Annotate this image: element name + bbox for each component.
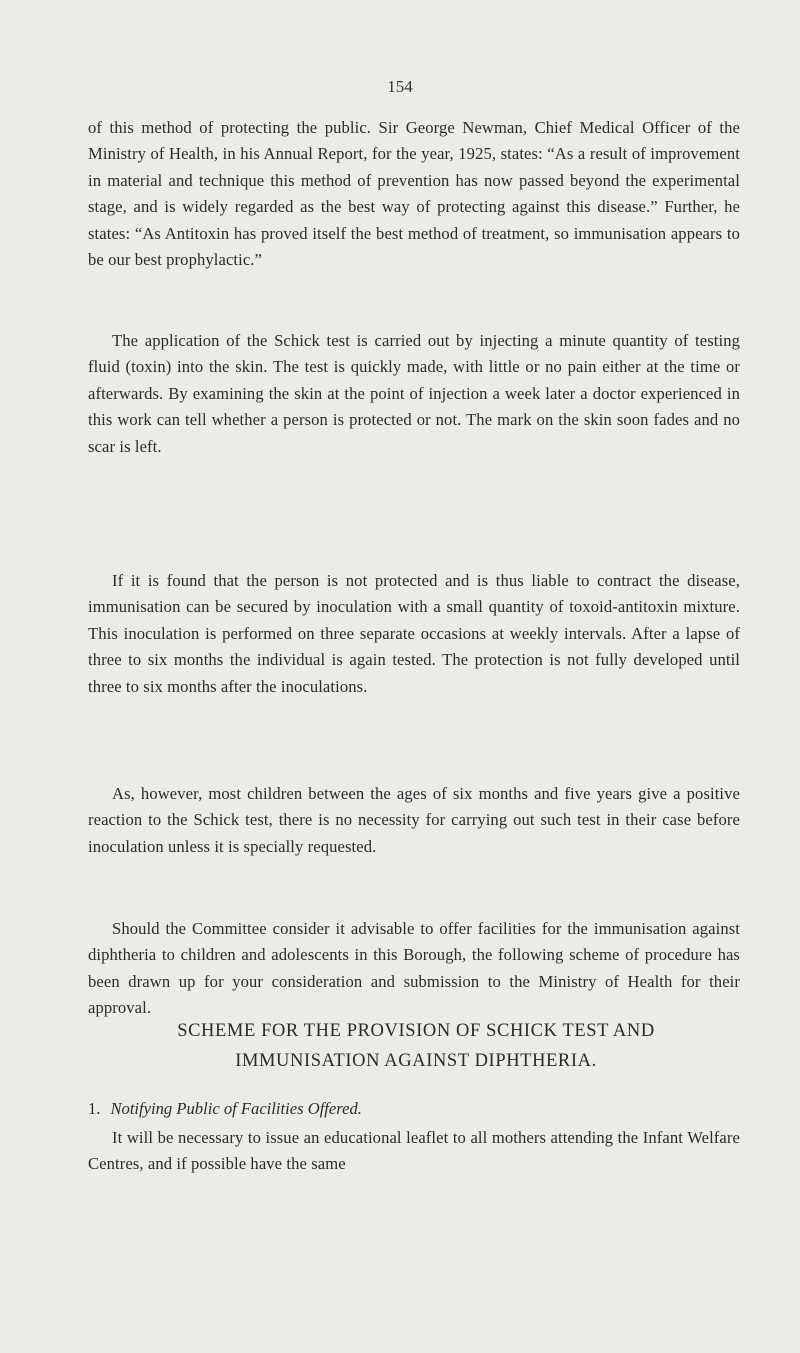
scheme-heading-line-2: IMMUNISATION AGAINST DIPHTHERIA. [235, 1051, 597, 1071]
paragraph-inoculation: If it is found that the person is not protected and is thus liable to contract the disease, immunisation can be secured by inoculation with a small quantity of toxoid-antitoxin mixture. This inoculation is performed on three separate occasions at weekly intervals. After a lapse of three to six months the individual is again tested. The protection is not fully developed until three to six months after the inoculations. [88, 571, 740, 696]
section-number: 1. [88, 1099, 101, 1118]
scheme-heading [60, 1016, 772, 1076]
paragraph-newman-quote: of this method of protecting the public. Sir George Newman, Chief Medical Officer of the Ministry of Health, in his Annual Report, for the year, 1925, states: “As a result of improvement in material and technique this method of prevention has now passed beyond the experimental stage, and is widely regarded as the best way of protecting against this disease.” Further, he states: “As Antitoxin has proved itself the best method of treatment, so immunisation appears to be our best prophylactic.” [88, 118, 740, 270]
paragraph-children-ages: As, however, most children between the ages of six months and five years give a positive reaction to the Schick test, there is no necessity for carrying out such test in their case before inoculation unless it is specially requested. [88, 784, 740, 856]
section-1-title [88, 1096, 362, 1122]
section-title-text: Notifying Public of Facilities Offered. [110, 1099, 362, 1118]
paragraph-committee: Should the Committee consider it advisable to offer facilities for the immunisation against diphtheria to children and adolescents in this Borough, the following scheme of procedure has been drawn up for your consideration and submission to the Ministry of Health for their approval. [88, 919, 740, 1018]
scheme-heading-line-1: SCHEME FOR THE PROVISION OF SCHICK TEST AND [177, 1021, 655, 1041]
paragraph-schick-test: The application of the Schick test is carried out by injecting a minute quantity of testing fluid (toxin) into the skin. The test is quickly made, with little or no pain either at the time or afterwards. By examining the skin at the point of injection a week later a doctor experienced in this work can tell whether a person is protected or not. The mark on the skin soon fades and no scar is left. [88, 331, 740, 456]
paragraph-educational-leaflet: It will be necessary to issue an educational leaflet to all mothers attending the Infant Welfare Centres, and if possible have the same [88, 1128, 740, 1174]
page-number: 154 [387, 77, 413, 96]
